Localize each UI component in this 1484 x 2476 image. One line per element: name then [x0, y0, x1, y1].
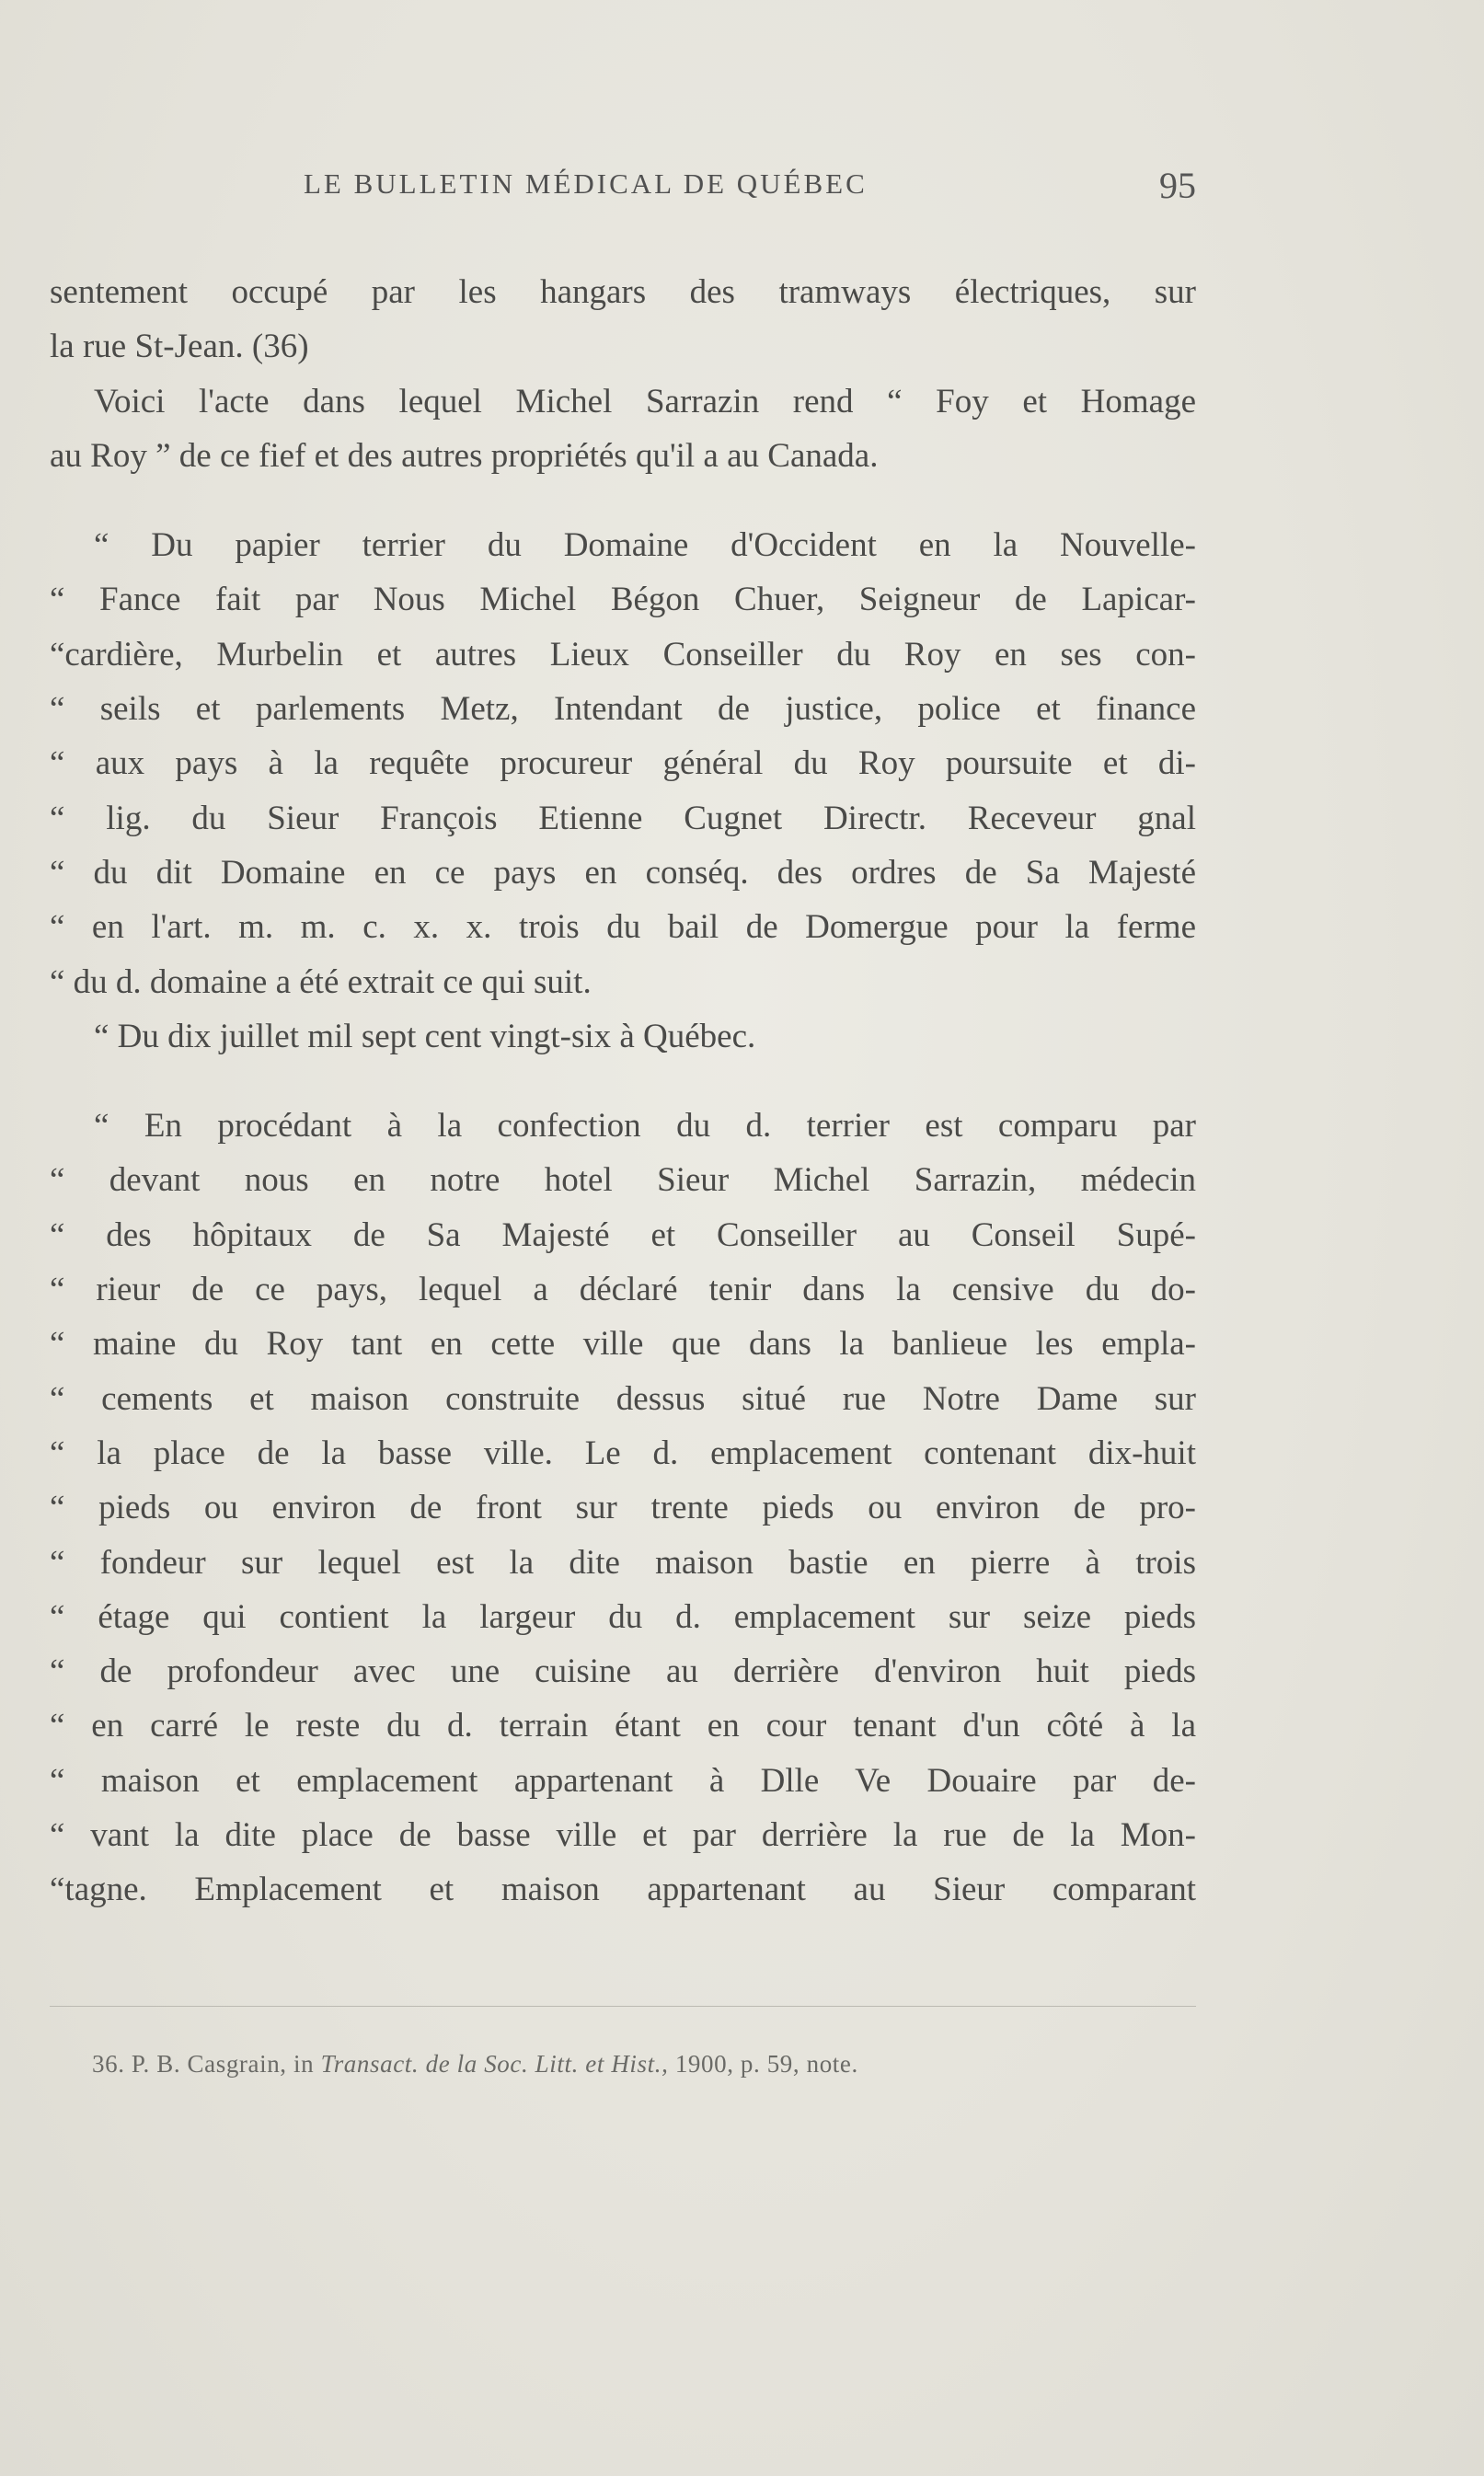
paragraph	[50, 265, 1196, 374]
text-line: “ de profondeur avec une cuisine au derrière d'environ huit pieds	[50, 1653, 1196, 1691]
text-line: “ Fance fait par Nous Michel Bégon Chuer, Seigneur de Lapicar-	[50, 581, 1196, 619]
footnote	[92, 2050, 1214, 2079]
running-head: LE BULLETIN MÉDICAL DE QUÉBEC	[304, 167, 868, 200]
text-line: “tagne. Emplacement et maison appartenant au Sieur comparant	[50, 1871, 1196, 1909]
text-line: “ En procédant à la confection du d. terrier est comparu par	[94, 1107, 1196, 1146]
text-line: “ cements et maison construite dessus situé rue Notre Dame sur	[50, 1379, 1196, 1418]
text-line: “ maine du Roy tant en cette ville que dans la banlieue les empla-	[50, 1325, 1196, 1364]
text-line: “ rieur de ce pays, lequel a déclaré tenir dans la censive du do-	[50, 1271, 1196, 1309]
page-header	[46, 167, 1196, 213]
paragraph	[50, 374, 1196, 484]
text-line: “cardière, Murbelin et autres Lieux Conseiller du Roy en ses con-	[50, 635, 1196, 674]
text-line: “ Du papier terrier du Domaine d'Occident en la Nouvelle-	[94, 526, 1196, 565]
footnote-work-title: Transact. de la Soc. Litt. et Hist.,	[320, 2050, 669, 2078]
text-line: “ maison et emplacement appartenant à Dlle Ve Douaire par de-	[50, 1761, 1196, 1800]
body-text	[50, 265, 1196, 1917]
text-line: “ lig. du Sieur François Etienne Cugnet Directr. Receveur gnal	[50, 799, 1196, 837]
text-line: sentement occupé par les hangars des tramways électriques, sur	[50, 273, 1196, 311]
text-line: “ vant la dite place de basse ville et par derrière la rue de la Mon-	[50, 1816, 1196, 1855]
footnote-reference: 1900, p. 59, note.	[674, 2050, 858, 2078]
footnote-rule	[50, 2006, 1196, 2007]
text-line: “ la place de la basse ville. Le d. emplacement contenant dix-huit	[50, 1434, 1196, 1472]
text-line: “ en carré le reste du d. terrain étant en cour tenant d'un côté à la	[50, 1707, 1196, 1745]
quoted-paragraph	[50, 1099, 1196, 1917]
text-line: au Roy ” de ce fief et des autres propriétés qu'il a au Canada.	[50, 436, 879, 475]
text-line: “ seils et parlements Metz, Intendant de justice, police et finance	[50, 690, 1196, 729]
footnote-citation: 36. P. B. Casgrain, in	[92, 2050, 315, 2078]
text-line: “ devant nous en notre hotel Sieur Michel Sarrazin, médecin	[50, 1161, 1196, 1200]
text-line: Voici l'acte dans lequel Michel Sarrazin rend “ Foy et Homage	[94, 382, 1196, 420]
text-line: “ étage qui contient la largeur du d. emplacement sur seize pieds	[50, 1597, 1196, 1636]
text-line: “ du d. domaine a été extrait ce qui suit.	[50, 962, 592, 1001]
page-number: 95	[1159, 165, 1196, 206]
text-line: “ des hôpitaux de Sa Majesté et Conseiller au Conseil Supé-	[50, 1215, 1196, 1254]
text-line: “ en l'art. m. m. c. x. x. trois du bail de Domergue pour la ferme	[50, 908, 1196, 947]
quoted-paragraph	[50, 518, 1196, 1064]
text-line: la rue St-Jean. (36)	[50, 328, 309, 366]
text-line: “ fondeur sur lequel est la dite maison bastie en pierre à trois	[50, 1543, 1196, 1582]
text-line: “ du dit Domaine en ce pays en conséq. des ordres de Sa Majesté	[50, 853, 1196, 892]
text-line: “ Du dix juillet mil sept cent vingt-six à Québec.	[94, 1017, 756, 1055]
text-line: “ aux pays à la requête procureur général du Roy poursuite et di-	[50, 744, 1196, 783]
text-line: “ pieds ou environ de front sur trente pieds ou environ de pro-	[50, 1489, 1196, 1527]
